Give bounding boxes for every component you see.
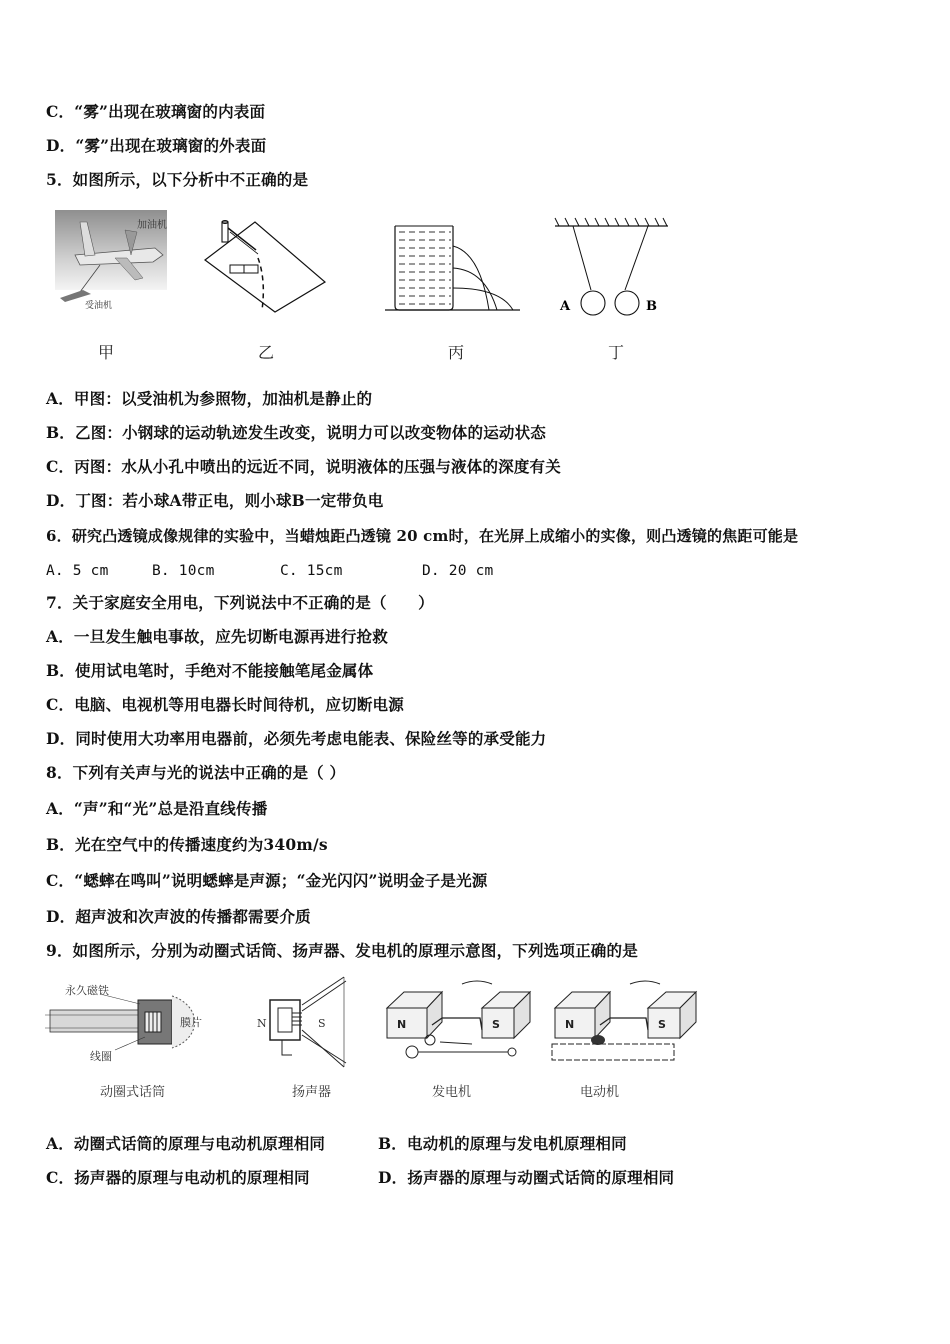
q6-option-b: B. 10cm (152, 563, 215, 579)
q8-option-a: A．“声”和“光”总是沿直线传播 (46, 799, 268, 818)
svg-text:S: S (658, 1018, 666, 1031)
q9-caption-speaker: 扬声器 (292, 1085, 332, 1100)
q7-stem: 7．关于家庭安全用电，下列说法中不正确的是（ ） (46, 593, 434, 612)
q6-option-a: A. 5 cm (46, 563, 109, 579)
q6-stem: 6．研究凸透镜成像规律的实验中，当蜡烛距凸透镜 20 cm时，在光屏上成缩小的实像，则凸透镜的焦距可能是 (46, 527, 799, 545)
svg-text:B: B (646, 299, 657, 314)
q9-figure-microphone (45, 982, 225, 1072)
q8-option-b: B．光在空气中的传播速度约为340m/s (46, 835, 328, 854)
svg-text:S: S (492, 1018, 500, 1031)
q5-caption-jia: 甲 (98, 343, 115, 362)
q5-caption-yi: 乙 (258, 343, 275, 362)
q9-caption-microphone: 动圈式话筒 (100, 1085, 166, 1100)
loudspeaker-diagram (252, 975, 352, 1070)
q6-option-c: C. 15cm (280, 563, 343, 579)
q7-option-b: B．使用试电笔时，手绝对不能接触笔尾金属体 (46, 661, 374, 680)
water-jet-container-diagram (385, 218, 525, 313)
q8-option-d: D．超声波和次声波的传播都需要介质 (46, 907, 311, 926)
q5-option-c: C．丙图：水从小孔中喷出的远近不同，说明液体的压强与液体的深度有关 (46, 457, 561, 476)
svg-text:受油机: 受油机 (85, 301, 113, 311)
q6-option-d: D. 20 cm (422, 563, 494, 579)
svg-text:N: N (397, 1018, 407, 1031)
q9-caption-generator: 发电机 (432, 1085, 472, 1100)
q9-figure-motor (550, 980, 700, 1060)
q9-option-a: A．动圈式话筒的原理与电动机原理相同 (46, 1134, 326, 1153)
refueling-aircraft-image (55, 210, 167, 311)
dynamic-microphone-diagram (45, 982, 225, 1072)
q9-stem: 9．如图所示，分别为动圈式话筒、扬声器、发电机的原理示意图，下列选项正确的是 (46, 941, 638, 960)
q9-option-d: D．扬声器的原理与动圈式话筒的原理相同 (378, 1168, 675, 1187)
q7-option-c: C．电脑、电视机等用电器长时间待机，应切断电源 (46, 695, 404, 714)
q9-option-b: B．电动机的原理与发电机原理相同 (378, 1134, 627, 1153)
q9-figure-generator (382, 980, 532, 1060)
q8-option-c: C．“蟋蟀在鸣叫”说明蟋蟀是声源；“金光闪闪”说明金子是光源 (46, 871, 488, 890)
svg-text:N: N (565, 1018, 575, 1031)
svg-text:N: N (257, 1017, 267, 1030)
q4-option-d: D．“雾”出现在玻璃窗的外表面 (46, 136, 267, 155)
svg-text:加油机: 加油机 (137, 220, 167, 231)
q5-figure-yi (200, 210, 330, 315)
q5-figure-bing (385, 218, 525, 313)
svg-text:A: A (560, 299, 571, 314)
electric-motor-diagram (550, 980, 700, 1060)
q5-option-a: A．甲图：以受油机为参照物，加油机是静止的 (46, 389, 373, 408)
q5-option-d: D．丁图：若小球A带正电，则小球B一定带负电 (46, 491, 384, 510)
q5-option-b: B．乙图：小钢球的运动轨迹发生改变，说明力可以改变物体的运动状态 (46, 423, 547, 442)
q9-figure-speaker (252, 975, 352, 1070)
svg-text:S: S (318, 1017, 326, 1030)
svg-text:永久磁铁: 永久磁铁 (65, 984, 109, 997)
generator-diagram (382, 980, 532, 1060)
q5-caption-bing: 丙 (448, 343, 465, 362)
q8-stem: 8．下列有关声与光的说法中正确的是（ ） (46, 763, 346, 782)
q4-option-c: C．“雾”出现在玻璃窗的内表面 (46, 102, 266, 121)
q9-caption-motor: 电动机 (580, 1085, 620, 1100)
q7-option-d: D．同时使用大功率用电器前，必须先考虑电能表、保险丝等的承受能力 (46, 729, 547, 748)
q5-figure-jia (55, 210, 167, 311)
svg-text:线圈: 线圈 (90, 1050, 112, 1063)
svg-text:膜片: 膜片 (180, 1016, 202, 1029)
steel-ball-trajectory-diagram (200, 210, 330, 315)
charged-balls-diagram (553, 214, 673, 319)
q9-option-c: C．扬声器的原理与电动机的原理相同 (46, 1168, 310, 1187)
q5-figure-ding (553, 214, 673, 319)
q7-option-a: A．一旦发生触电事故，应先切断电源再进行抢救 (46, 627, 388, 646)
q5-stem: 5．如图所示，以下分析中不正确的是 (46, 170, 309, 189)
q5-caption-ding: 丁 (608, 343, 625, 362)
